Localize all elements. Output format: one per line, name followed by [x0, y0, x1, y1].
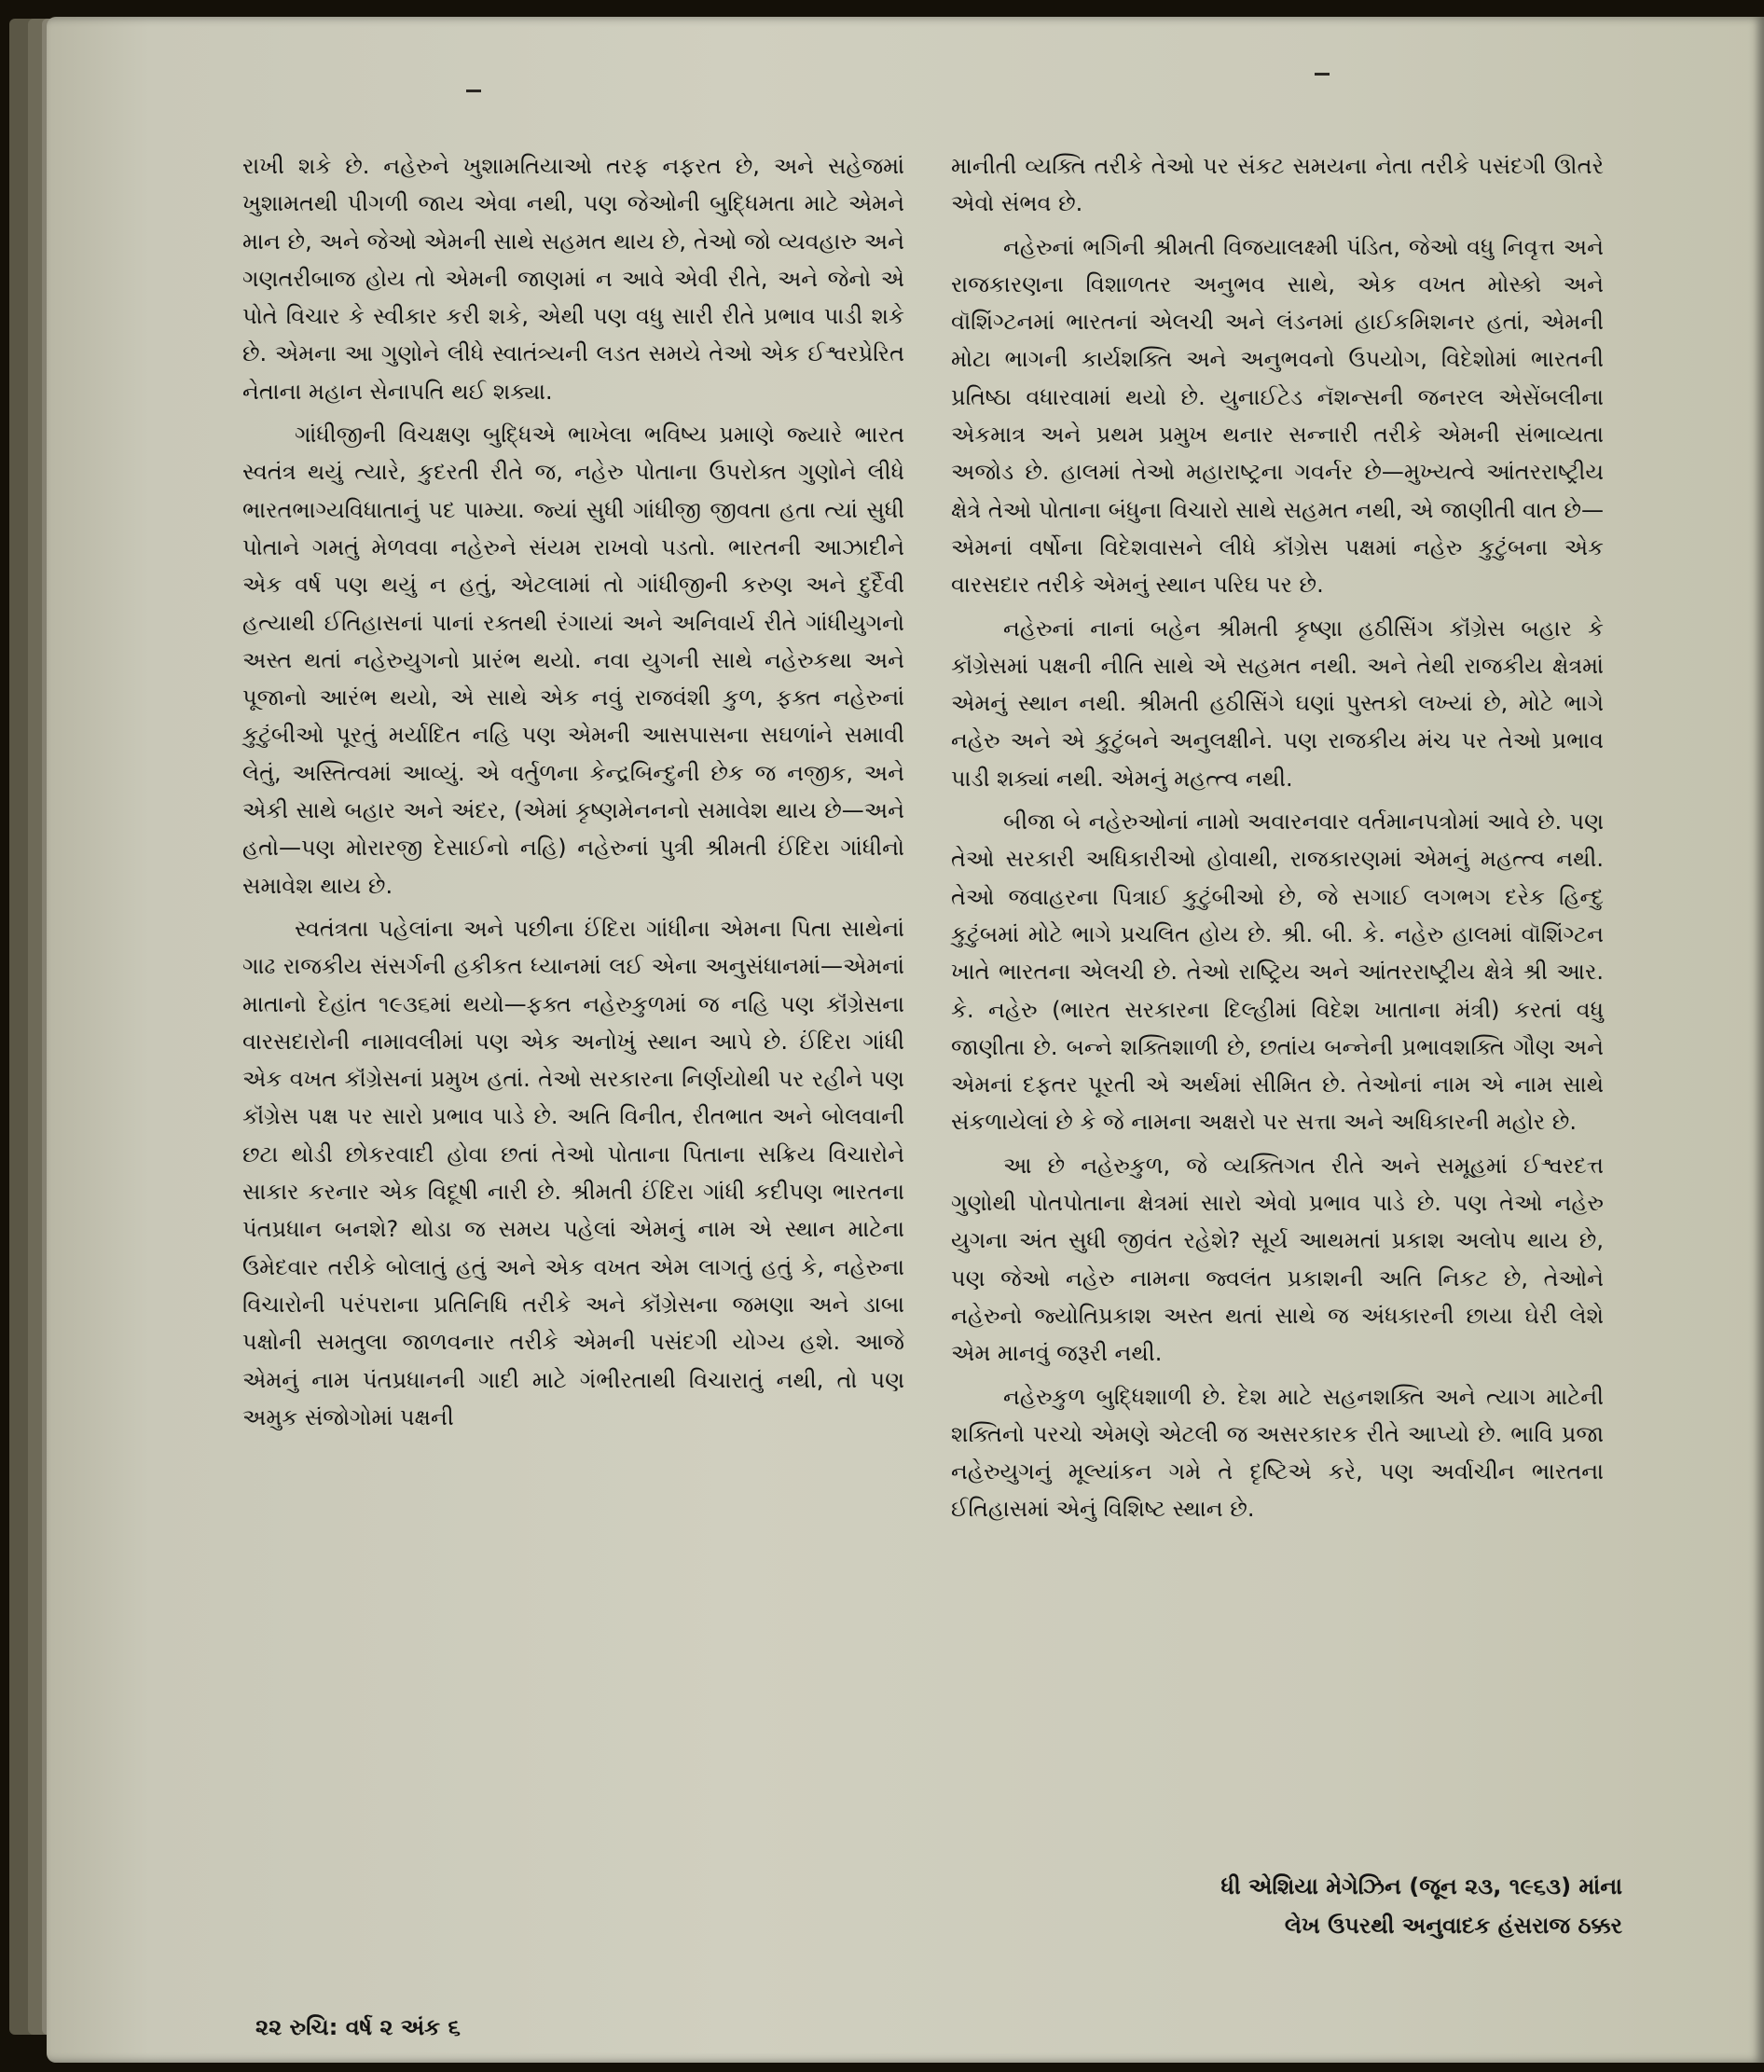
- article-paragraph: બીજા બે નહેરુઓનાં નામો અવારનવાર વર્તમાનપત્રોમાં આવે છે. પણ તેઓ સરકારી અધિકારીઓ હોવાથી, રાજકારણમાં એમનું મહત્ત્વ નથી. તેઓ જવાહરના પિત્રાઈ કુટુંબીઓ છે, જે સગાઈ લગભગ દરેક હિન્દુ કુટુંબમાં મોટે ભાગે પ્રચલિત હોય છે. શ્રી. બી. કે. નહેરુ હાલમાં વૉશિંગ્ટન ખાતે ભારતના એલચી છે. તેઓ રાષ્ટ્રિય અને આંતરરાષ્ટ્રીય ક્ષેત્રે શ્રી આર. કે. નહેરુ (ભારત સરકારના દિલ્હીમાં વિદેશ ખાતાના મંત્રી) કરતાં વધુ જાણીતા છે. બન્ને શક્તિશાળી છે, છતાંય બન્નેની પ્રભાવશક્તિ ગૌણ અને એમનાં દફતર પૂરતી એ અર્થમાં સીમિત છે. તેઓનાં નામ એ નામ સાથે સંકળાયેલાં છે કે જે નામના અક્ષરો પર સત્તા અને અધિકારની મહોર છે.: [951, 808, 1604, 1136]
- article-paragraph: નહેરુનાં નાનાં બહેન શ્રીમતી કૃષ્ણા હઠીસિંગ કૉંગ્રેસ બહાર કે કૉંગ્રેસમાં પક્ષની નીતિ સાથે એ સહમત નથી. અને તેથી રાજકીય ક્ષેત્રમાં એમનું સ્થાન નથી. શ્રીમતી હઠીસિંગે ઘણાં પુસ્તકો લખ્યાં છે, મોટે ભાગે નહેરુ અને એ કુટુંબને અનુલક્ષીને. પણ રાજકીય મંચ પર તેઓ પ્રભાવ પાડી શક્યાં નથી. એમનું મહત્ત્વ નથી.: [951, 615, 1604, 792]
- article-paragraph: રાખી શકે છે. નહેરુને ખુશામતિયાઓ તરફ નફરત છે, અને સહેજમાં ખુશામતથી પીગળી જાય એવા નથી, પણ જેઓની બુદ્ધિમતા માટે એમને માન છે, અને જેઓ એમની સાથે સહમત થાય છે, તેઓ જો વ્યવહારુ અને ગણતરીબાજ હોય તો એમની જાણમાં ન આવે એવી રીતે, અને જેનો એ પોતે વિચાર કે સ્વીકાર કરી શકે, એથી પણ વધુ સારી રીતે પ્રભાવ પાડી શકે છે. એમના આ ગુણોને લીધે સ્વાતંત્ર્યની લડત સમયે તેઓ એક ઈશ્વરપ્રેરિત નેતાના મહાન સેનાપતિ થઈ શક્યા.: [242, 153, 904, 405]
- article-paragraph: માનીતી વ્યક્તિ તરીકે તેઓ પર સંકટ સમયના નેતા તરીકે પસંદગી ઊતરે એવો સંભવ છે.: [951, 153, 1604, 217]
- page-folio: ૨૨ રુચિ: વર્ષ ૨ અંક ૬: [255, 2014, 461, 2040]
- article-paragraph: નહેરુકુળ બુદ્ધિશાળી છે. દેશ માટે સહનશક્તિ અને ત્યાગ માટેની શક્તિનો પરચો એમણે એટલી જ અસરકારક રીતે આપ્યો છે. ભાવિ પ્રજા નહેરુયુગનું મૂલ્યાંકન ગમે તે દૃષ્ટિએ કરે, પણ અર્વાચીન ભારતના ઈતિહાસમાં એનું વિશિષ્ટ સ્થાન છે.: [951, 1383, 1604, 1523]
- article-paragraph: સ્વતંત્રતા પહેલાંના અને પછીના ઈંદિરા ગાંધીના એમના પિતા સાથેનાં ગાઢ રાજકીય સંસર્ગની હકીકત ધ્યાનમાં લઈ એના અનુસંધાનમાં—એમનાં માતાનો દેહાંત ૧૯૩૬માં થયો—ફક્ત નહેરુકુળમાં જ નહિ પણ કૉંગ્રેસના વારસદારોની નામાવલીમાં પણ એક અનોખું સ્થાન આપે છે. ઈંદિરા ગાંધી એક વખત કૉંગ્રેસનાં પ્રમુખ હતાં. તેઓ સરકારના નિર્ણયોથી પર રહીને પણ કૉંગ્રેસ પક્ષ પર સારો પ્રભાવ પાડે છે. અતિ વિનીત, રીતભાત અને બોલવાની છટા થોડી છોકરવાદી હોવા છતાં તેઓ પોતાના પિતાના સક્રિય વિચારોને સાકાર કરનાર એક વિદૂષી નારી છે. શ્રીમતી ઈંદિરા ગાંધી કદીપણ ભારતના પંતપ્રધાન બનશે? થોડા જ સમય પહેલાં એમનું નામ એ સ્થાન માટેના ઉમેદવાર તરીકે બોલાતું હતું અને એક વખત એમ લાગતું હતું કે, નહેરુના વિચારોની પરંપરાના પ્રતિનિધિ તરીકે અને કૉંગ્રેસના જમણા અને ડાબા પક્ષોની સમતુલા જાળવનાર તરીકે એમની પસંદગી યોગ્ય હશે. આજે એમનું નામ પંતપ્રધાનની ગાદી માટે ગંભીરતાથી વિચારાતું નથી, તો પણ અમુક સંજોગોમાં પક્ષની: [242, 915, 904, 1430]
- print-mark: [466, 90, 481, 92]
- article-column-right: [951, 147, 1604, 1534]
- source-credit: [1100, 1867, 1622, 1945]
- article-column-left: [242, 147, 904, 1442]
- article-paragraph: નહેરુનાં ભગિની શ્રીમતી વિજયાલક્ષ્મી પંડિત, જેઓ વધુ નિવૃત્ત અને રાજકારણના વિશાળતર અનુભવ સાથે, એક વખત મોસ્કો અને વૉશિંગ્ટનમાં ભારતનાં એલચી અને લંડનમાં હાઈકમિશનર હતાં, એમની મોટા ભાગની કાર્યશક્તિ અને અનુભવનો ઉપયોગ, વિદેશોમાં ભારતની પ્રતિષ્ઠા વધારવામાં થયો છે. યુનાઈટેડ નૅશન્સની જનરલ એસેંબલીના એકમાત્ર અને પ્રથમ પ્રમુખ થનાર સન્નારી તરીકે એમની સંભાવ્યતા અજોડ છે. હાલમાં તેઓ મહારાષ્ટ્રના ગવર્નર છે—મુખ્યત્વે આંતરરાષ્ટ્રીય ક્ષેત્રે તેઓ પોતાના બંધુના વિચારો સાથે સહમત નથી, એ જાણીતી વાત છે—એમનાં વર્ષોના વિદેશવાસને લીધે કૉંગ્રેસ પક્ષમાં નહેરુ કુટુંબના એક વારસદાર તરીકે એમનું સ્થાન પરિઘ પર છે.: [951, 233, 1604, 599]
- article-paragraph: આ છે નહેરુકુળ, જે વ્યક્તિગત રીતે અને સમૂહમાં ઈશ્વરદત્ત ગુણોથી પોતપોતાના ક્ષેત્રમાં સારો એવો પ્રભાવ પાડે છે. પણ તેઓ નહેરુ યુગના અંત સુધી જીવંત રહેશે? સૂર્ય આથમતાં પ્રકાશ અલોપ થાય છે, પણ જેઓ નહેરુ નામના જ્વલંત પ્રકાશની અતિ નિકટ છે, તેઓને નહેરુનો જ્યોતિપ્રકાશ અસ્ત થતાં સાથે જ અંધકારની છાયા ઘેરી લેશે એમ માનવું જરૂરી નથી.: [951, 1152, 1604, 1367]
- print-mark: [1315, 73, 1330, 76]
- credit-line-translator: લેખ ઉપરથી અનુવાદક હંસરાજ ઠક્કર: [1284, 1913, 1622, 1939]
- article-paragraph: ગાંધીજીની વિચક્ષણ બુદ્ધિએ ભાખેલા ભવિષ્ય પ્રમાણે જ્યારે ભારત સ્વતંત્ર થયું ત્યારે, કુદરતી રીતે જ, નહેરુ પોતાના ઉપરોક્ત ગુણોને લીધે ભારતભાગ્યવિધાતાનું પદ પામ્યા. જ્યાં સુધી ગાંધીજી જીવતા હતા ત્યાં સુધી પોતાને ગમતું મેળવવા નહેરુને સંયમ રાખવો પડતો. ભારતની આઝાદીને એક વર્ષ પણ થયું ન હતું, એટલામાં તો ગાંધીજીની કરુણ અને દુર્દૈવી હત્યાથી ઈતિહાસનાં પાનાં રક્તથી રંગાયાં અને અનિવાર્ય રીતે ગાંધીયુગનો અસ્ત થતાં નહેરુયુગનો પ્રારંભ થયો. નવા યુગની સાથે નહેરુકથા અને પૂજાનો આરંભ થયો, એ સાથે એક નવું રાજવંશી કુળ, ફક્ત નહેરુનાં કુટુંબીઓ પૂરતું મર્યાદિત નહિ પણ એમની આસપાસના સઘળાંને સમાવી લેતું, અસ્તિત્વમાં આવ્યું. એ વર્તુળના કેન્દ્રબિન્દુની છેક જ નજીક, અને એકી સાથે બહાર અને અંદર, (એમાં કૃષ્ણમેનનનો સમાવેશ થાય છે—અને હતો—પણ મોરારજી દેસાઈનો નહિ) નહેરુનાં પુત્રી શ્રીમતી ઈંદિરા ગાંધીનો સમાવેશ થાય છે.: [242, 421, 904, 899]
- credit-line-source: ધી એશિયા મેગેઝિન (જૂન ૨૩, ૧૯૬૩) માંના: [1220, 1873, 1622, 1899]
